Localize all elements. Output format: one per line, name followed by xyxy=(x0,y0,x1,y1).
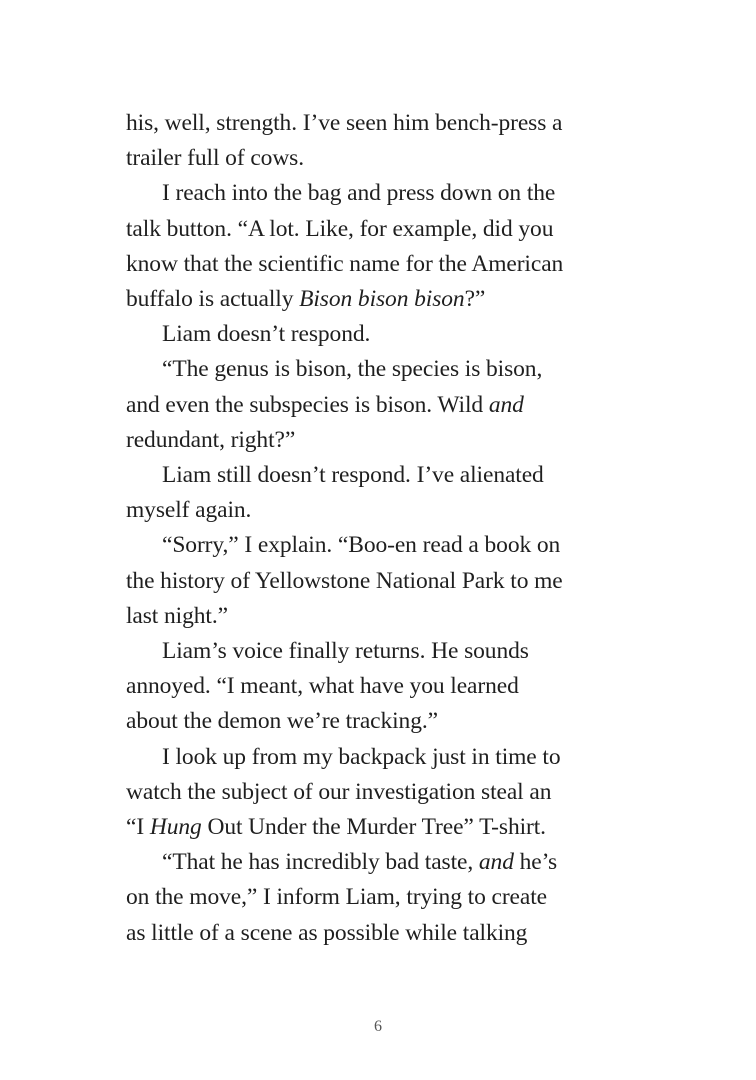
text-segment: the history of Yellowstone National Park to me xyxy=(126,567,563,594)
text-segment: talk button. “A lot. Like, for example, did you xyxy=(126,215,554,242)
text-line xyxy=(126,775,616,810)
text-segment: as little of a scene as possible while talking xyxy=(126,919,528,946)
text-segment: annoyed. “I meant, what have you learned xyxy=(126,673,519,700)
text-line xyxy=(126,880,616,915)
text-segment: last night.” xyxy=(126,602,228,629)
text-line xyxy=(126,388,616,423)
text-line xyxy=(126,106,616,141)
text-line xyxy=(126,528,616,563)
italic-text: Bison bison bison xyxy=(299,286,465,313)
text-segment: Liam’s voice finally returns. He sounds xyxy=(162,638,529,665)
text-line xyxy=(126,458,616,493)
italic-text: and xyxy=(478,849,514,876)
text-line xyxy=(126,810,616,845)
text-line xyxy=(126,599,616,634)
text-line xyxy=(126,423,616,458)
text-line xyxy=(126,493,616,528)
italic-text: Hung xyxy=(149,814,202,841)
text-segment: “I xyxy=(126,814,150,841)
text-line xyxy=(126,564,616,599)
text-segment: “The genus is bison, the species is bison, xyxy=(162,356,543,383)
text-segment: he’s xyxy=(513,849,558,876)
text-line xyxy=(126,740,616,775)
text-segment: about the demon we’re tracking.” xyxy=(126,708,438,735)
text-line xyxy=(126,141,616,176)
text-line xyxy=(126,845,616,880)
text-segment: I look up from my backpack just in time to xyxy=(162,743,561,770)
text-segment: and even the subspecies is bison. Wild xyxy=(126,391,489,418)
text-segment: myself again. xyxy=(126,497,252,524)
text-segment: “Sorry,” I explain. “Boo-en read a book on xyxy=(162,532,561,559)
text-segment: I reach into the bag and press down on the xyxy=(162,180,556,207)
text-segment: Liam doesn’t respond. xyxy=(162,321,371,348)
page-number: 6 xyxy=(374,1018,382,1035)
text-segment: know that the scientific name for the American xyxy=(126,250,564,277)
text-line xyxy=(126,669,616,704)
text-line xyxy=(126,176,616,211)
italic-text: and xyxy=(488,391,524,418)
text-segment: ?” xyxy=(464,286,486,313)
text-line xyxy=(126,317,616,352)
text-line xyxy=(126,352,616,387)
text-segment: Out Under the Murder Tree” T-shirt. xyxy=(201,814,546,841)
text-line xyxy=(126,212,616,247)
text-segment: watch the subject of our investigation steal an xyxy=(126,778,552,805)
text-line xyxy=(126,704,616,739)
text-segment: “That he has incredibly bad taste, xyxy=(162,849,479,876)
text-segment: buffalo is actually xyxy=(126,286,300,313)
text-segment: on the move,” I inform Liam, trying to create xyxy=(126,884,547,911)
text-segment: redundant, right?” xyxy=(126,426,296,453)
text-line xyxy=(126,916,616,951)
text-segment: his, well, strength. I’ve seen him bench-press a xyxy=(126,110,563,136)
text-line xyxy=(126,634,616,669)
body-text xyxy=(126,106,616,951)
text-line xyxy=(126,247,616,282)
text-segment: Liam still doesn’t respond. I’ve alienated xyxy=(162,462,544,489)
text-line xyxy=(126,282,616,317)
text-segment: trailer full of cows. xyxy=(126,145,305,172)
